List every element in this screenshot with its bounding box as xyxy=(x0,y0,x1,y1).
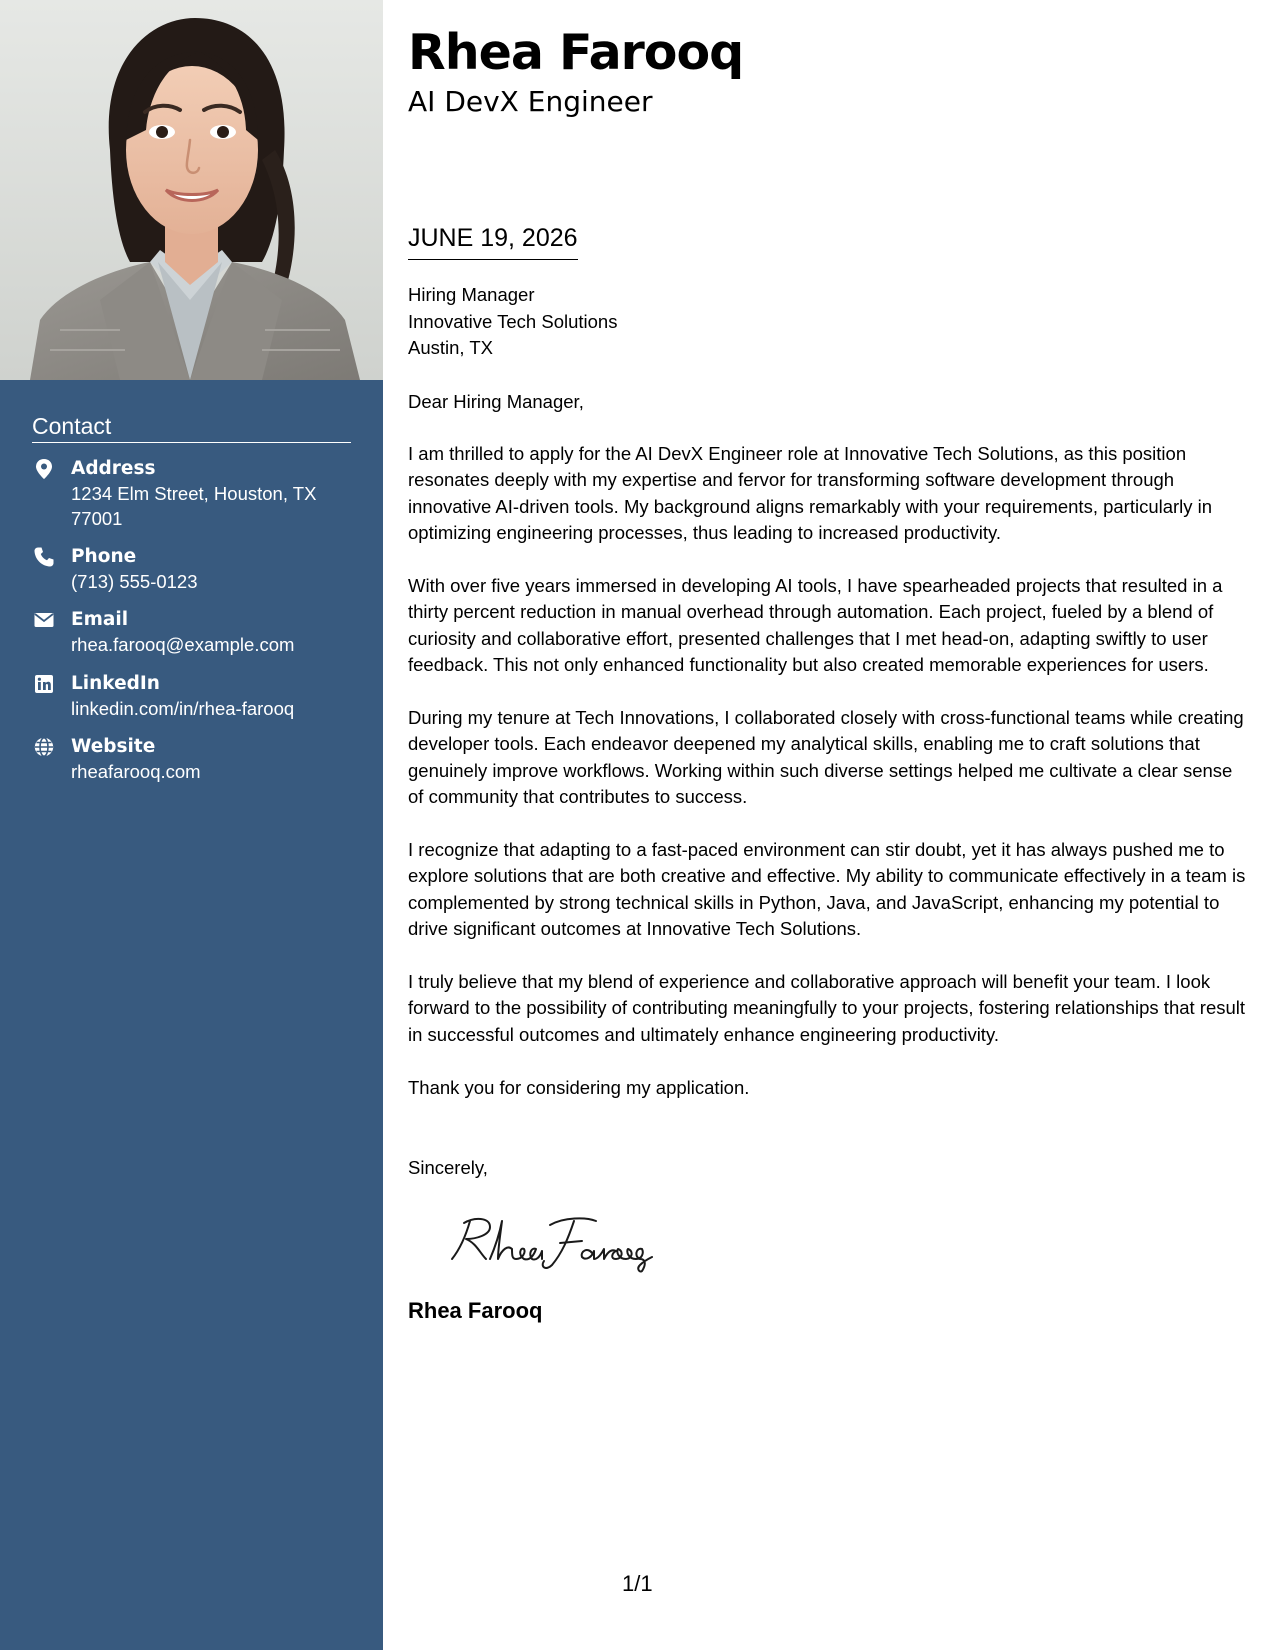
email-label: Email xyxy=(71,609,129,630)
envelope-icon xyxy=(34,610,54,630)
linkedin-label: LinkedIn xyxy=(71,673,160,694)
address-value: 1234 Elm Street, Houston, TX 77001 xyxy=(71,483,317,529)
profile-photo xyxy=(0,0,383,380)
recipient-line: Austin, TX xyxy=(408,337,494,358)
linkedin-icon xyxy=(34,674,54,694)
body-paragraph: Thank you for considering my application. xyxy=(408,1077,750,1098)
linkedin-value[interactable]: linkedin.com/in/rhea-farooq xyxy=(71,698,295,719)
body-paragraph: I am thrilled to apply for the AI DevX Engineer role at Innovative Tech Solutions, as this position resonates deeply with my expertise and fervor for transforming software development through innovative AI-driven tools. My background aligns remarkably with your requirements, particularly in optimizing engineering processes, thus leading to increased productivity. xyxy=(408,443,1213,544)
map-pin-icon xyxy=(34,459,54,479)
contact-heading: Contact xyxy=(32,414,351,443)
phone-label: Phone xyxy=(71,546,137,567)
website-value[interactable]: rheafarooq.com xyxy=(71,761,201,782)
phone-value: (713) 555-0123 xyxy=(71,571,198,592)
website-label: Website xyxy=(71,736,156,757)
letter-date: JUNE 19, 2026 xyxy=(408,222,578,260)
signer-name: Rhea Farooq xyxy=(408,1298,543,1323)
job-title: AI DevX Engineer xyxy=(408,85,653,118)
email-value[interactable]: rhea.farooq@example.com xyxy=(71,634,295,655)
body-paragraph: I truly believe that my blend of experience and collaborative approach will benefit your team. I look forward to the possibility of contributing meaningfully to your projects, fostering relationships that result in successful outcomes and ultimately enhance engineering productivity. xyxy=(408,971,1246,1045)
recipient-line: Innovative Tech Solutions xyxy=(408,310,618,332)
globe-icon xyxy=(34,737,54,757)
body-paragraph: During my tenure at Tech Innovations, I collaborated closely with cross-functional teams while creating developer tools. Each endeavor deepened my analytical skills, enabling me to craft solutions that genuinely improve workflows. Working within such diverse settings helped me cultivate a clear sense of community that contributes to success. xyxy=(408,707,1244,808)
sidebar xyxy=(0,0,383,1650)
closing: Sincerely, xyxy=(408,1157,488,1178)
applicant-name: Rhea Farooq xyxy=(408,24,744,81)
handwritten-signature xyxy=(446,1209,686,1273)
page-number: 1/1 xyxy=(622,1571,653,1596)
recipient-block xyxy=(408,282,617,362)
recipient-line: Hiring Manager xyxy=(408,284,535,305)
salutation: Dear Hiring Manager, xyxy=(408,391,584,412)
address-label: Address xyxy=(71,458,156,479)
body-paragraph: I recognize that adapting to a fast-paced environment can stir doubt, yet it has always pushed me to explore solutions that are both creative and effective. My ability to communicate effectively in a team is complemented by strong technical skills in Python, Java, and JavaScript, enhancing my potential to drive significant outcomes at Innovative Tech Solutions. xyxy=(408,839,1246,940)
body-paragraph: With over five years immersed in developing AI tools, I have spearheaded projects that resulted in a thirty percent reduction in manual overhead through automation. Each project, fueled by a blend of curiosity and collaborative effort, presented challenges that I met head-on, adapting swiftly to user feedback. This not only enhanced functionality but also created memorable experiences for users. xyxy=(408,575,1223,676)
phone-icon xyxy=(34,547,54,567)
